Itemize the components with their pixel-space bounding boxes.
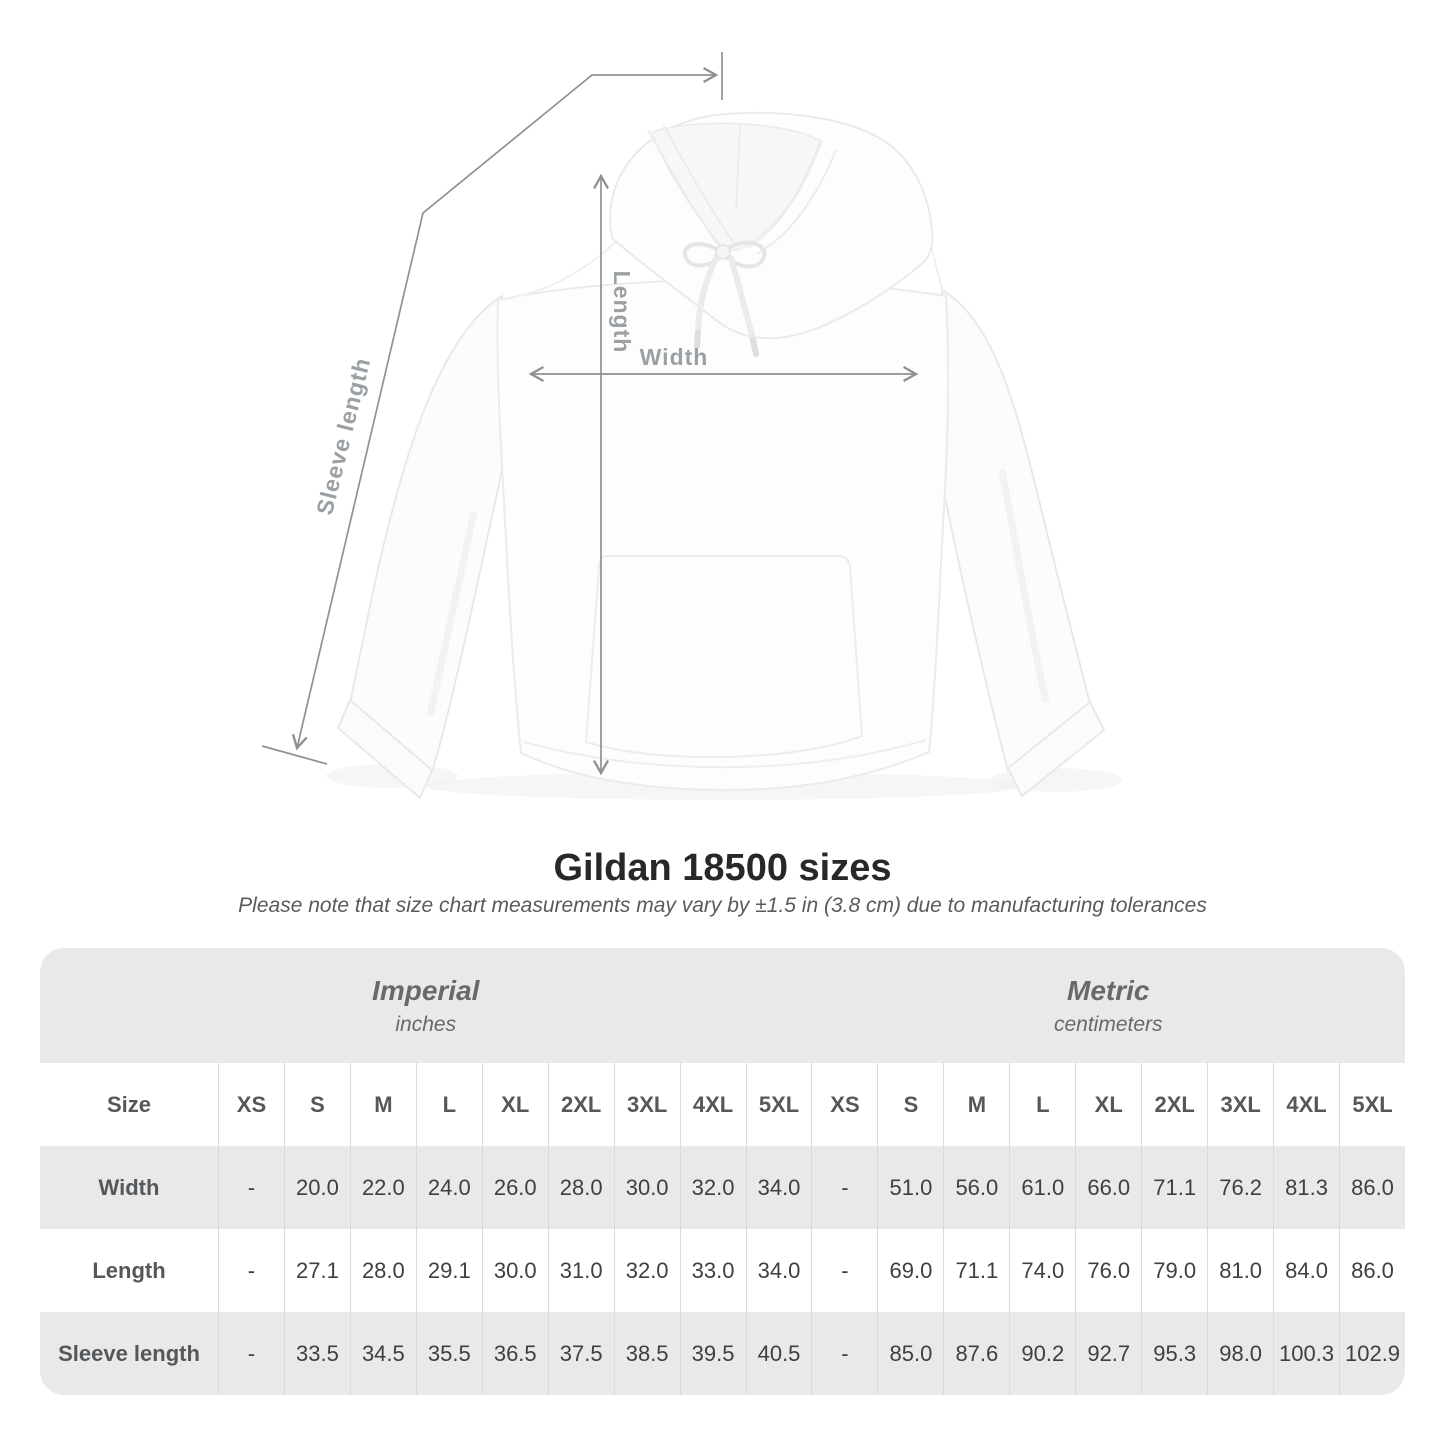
data-cell: - [218,1312,284,1395]
data-cell: 36.5 [482,1312,548,1395]
metric-group-unit: centimeters [1053,1012,1163,1036]
data-cell: - [811,1312,877,1395]
size-chart-table [40,948,1405,1395]
page-title: Gildan 18500 sizes [553,847,892,889]
sleeve-bottom-tick [262,746,327,764]
data-cell: 74.0 [1009,1229,1075,1312]
size-column-header: Size [106,1091,152,1117]
imperial-group-unit: inches [395,1012,457,1036]
data-cell: 71.1 [943,1229,1009,1312]
size-header-cell-metric: L [1009,1063,1075,1146]
data-cell: 85.0 [877,1312,943,1395]
sleeve-length-label: Sleeve length [311,354,376,518]
data-cell: 33.0 [680,1229,746,1312]
data-cell: 35.5 [416,1312,482,1395]
data-cell: 76.0 [1075,1229,1141,1312]
data-cell: 29.1 [416,1229,482,1312]
size-header-row [40,1063,1405,1146]
size-header-cell-metric: 2XL [1141,1063,1207,1146]
data-cell: 79.0 [1141,1229,1207,1312]
width-label: Width [639,344,709,370]
size-header-cell: M [350,1063,416,1146]
size-header-cell: 5XL [746,1063,812,1146]
size-header-cell-metric: 5XL [1339,1063,1405,1146]
data-cell: 61.0 [1009,1146,1075,1229]
data-cell: 86.0 [1339,1146,1405,1229]
data-cell: - [218,1146,284,1229]
data-cell: 76.2 [1207,1146,1273,1229]
data-cell: 31.0 [548,1229,614,1312]
width-row [40,1146,1405,1229]
data-cell: 20.0 [284,1146,350,1229]
data-cell: 24.0 [416,1146,482,1229]
size-header-cell: L [416,1063,482,1146]
data-cell: 28.0 [350,1229,416,1312]
metric-group-name: Metric [1067,974,1150,1006]
length-row [40,1229,1405,1312]
data-cell: - [811,1146,877,1229]
data-cell: 32.0 [680,1146,746,1229]
size-header-cell: XS [218,1063,284,1146]
data-cell: 51.0 [877,1146,943,1229]
data-cell: 92.7 [1075,1312,1141,1395]
row-label: Sleeve length [58,1340,200,1366]
data-cell: 66.0 [1075,1146,1141,1229]
data-cell: 102.9 [1339,1312,1405,1395]
size-header-cell: 4XL [680,1063,746,1146]
data-cell: 22.0 [350,1146,416,1229]
hoodie-illustration [338,113,1104,798]
unit-group-header-row [40,948,1405,1063]
data-cell: 27.1 [284,1229,350,1312]
size-header-cell: 2XL [548,1063,614,1146]
data-cell: 33.5 [284,1312,350,1395]
imperial-group-header [40,948,812,1063]
row-label: Length [92,1257,166,1283]
data-cell: 40.5 [746,1312,812,1395]
size-header-cell-metric: XL [1075,1063,1141,1146]
data-cell: - [218,1229,284,1312]
data-cell: 30.0 [482,1229,548,1312]
size-header-cell: 3XL [614,1063,680,1146]
data-cell: 100.3 [1273,1312,1339,1395]
sleeve-length-row [40,1312,1405,1395]
size-header-cell-metric: M [943,1063,1009,1146]
data-cell: 37.5 [548,1312,614,1395]
data-cell: 87.6 [943,1312,1009,1395]
tolerance-note: Please note that size chart measurements may vary by ±1.5 in (3.8 cm) due to manufacturing tolerances [238,894,1207,917]
data-cell: 39.5 [680,1312,746,1395]
data-cell: 34.0 [746,1146,812,1229]
row-label: Width [98,1174,160,1200]
data-cell: 30.0 [614,1146,680,1229]
data-cell: 69.0 [877,1229,943,1312]
data-cell: 95.3 [1141,1312,1207,1395]
data-cell: 90.2 [1009,1312,1075,1395]
data-cell: 86.0 [1339,1229,1405,1312]
data-cell: 81.3 [1273,1146,1339,1229]
hoodie-pocket [586,556,862,757]
size-header-cell-metric: S [877,1063,943,1146]
metric-group-header [812,948,1406,1063]
data-cell: 81.0 [1207,1229,1273,1312]
data-cell: 26.0 [482,1146,548,1229]
size-header-cell-metric: 3XL [1207,1063,1273,1146]
data-cell: 32.0 [614,1229,680,1312]
data-cell: 38.5 [614,1312,680,1395]
data-cell: 34.5 [350,1312,416,1395]
size-header-cell: XL [482,1063,548,1146]
length-label: Length [609,270,635,354]
size-header-cell: S [284,1063,350,1146]
data-cell: 28.0 [548,1146,614,1229]
data-cell: 98.0 [1207,1312,1273,1395]
data-cell: - [811,1229,877,1312]
imperial-group-name: Imperial [372,974,480,1006]
data-cell: 34.0 [746,1229,812,1312]
size-header-cell-metric: 4XL [1273,1063,1339,1146]
data-cell: 56.0 [943,1146,1009,1229]
size-header-cell-metric: XS [811,1063,877,1146]
data-cell: 84.0 [1273,1229,1339,1312]
data-cell: 71.1 [1141,1146,1207,1229]
